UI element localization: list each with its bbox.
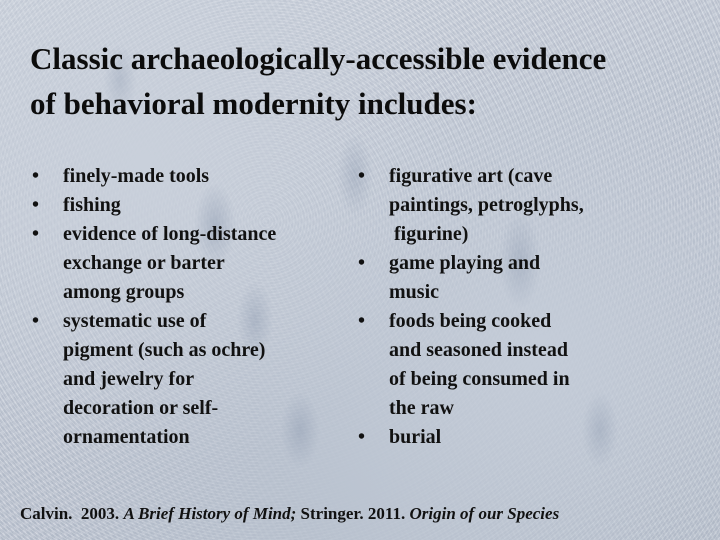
- list-item-text: game playing and: [389, 252, 541, 274]
- list-item-text: the raw: [389, 397, 454, 419]
- citation: [20, 504, 559, 524]
- citation-book-1: A Brief History of Mind;: [123, 504, 297, 523]
- slide-title-line-2: of behavioral modernity includes:: [30, 86, 477, 121]
- list-item-text: figurine): [389, 223, 469, 245]
- bullet-icon: •: [32, 310, 40, 332]
- list-item-text: finely-made tools: [63, 165, 210, 187]
- list-item-text: burial: [389, 426, 442, 448]
- list-item-text: music: [389, 281, 439, 303]
- bullet-icon: •: [32, 165, 40, 187]
- right-bullet-list: [356, 162, 676, 452]
- bullet-icon: •: [358, 252, 366, 274]
- bullet-icon: •: [32, 194, 40, 216]
- citation-author-1: Calvin. 2003.: [20, 504, 124, 523]
- slide-title-line-1: Classic archaeologically-accessible evidence: [30, 41, 607, 76]
- list-item-text: exchange or barter: [63, 252, 225, 274]
- list-item: [356, 162, 676, 249]
- list-item-text: and jewelry for: [63, 368, 195, 390]
- list-item-text: figurative art (cave: [389, 165, 553, 187]
- citation-author-2: Stringer. 2011.: [296, 504, 410, 523]
- list-item-text: of being consumed in: [389, 368, 570, 390]
- left-bullet-list: [30, 162, 330, 452]
- list-item: [356, 307, 676, 423]
- list-item: [356, 423, 676, 452]
- list-item: [30, 191, 330, 220]
- bullet-icon: •: [358, 426, 366, 448]
- list-item-text: ornamentation: [63, 426, 190, 448]
- citation-book-2: Origin of our Species: [409, 504, 560, 523]
- list-item: [30, 220, 330, 307]
- list-item: [356, 249, 676, 307]
- list-item-text: decoration or self-: [63, 397, 219, 419]
- list-item-text: foods being cooked: [389, 310, 552, 332]
- list-item: [30, 307, 330, 452]
- bullet-icon: •: [32, 223, 40, 245]
- list-item: [30, 162, 330, 191]
- bullet-icon: •: [358, 310, 366, 332]
- list-item-text: paintings, petroglyphs,: [389, 194, 584, 216]
- list-item-text: and seasoned instead: [389, 339, 568, 361]
- list-item-text: evidence of long-distance: [63, 223, 277, 245]
- bullet-icon: •: [358, 165, 366, 187]
- list-item-text: pigment (such as ochre): [63, 339, 266, 361]
- list-item-text: fishing: [63, 194, 121, 216]
- slide-title: [30, 36, 700, 126]
- list-item-text: among groups: [63, 281, 185, 303]
- list-item-text: systematic use of: [63, 310, 207, 332]
